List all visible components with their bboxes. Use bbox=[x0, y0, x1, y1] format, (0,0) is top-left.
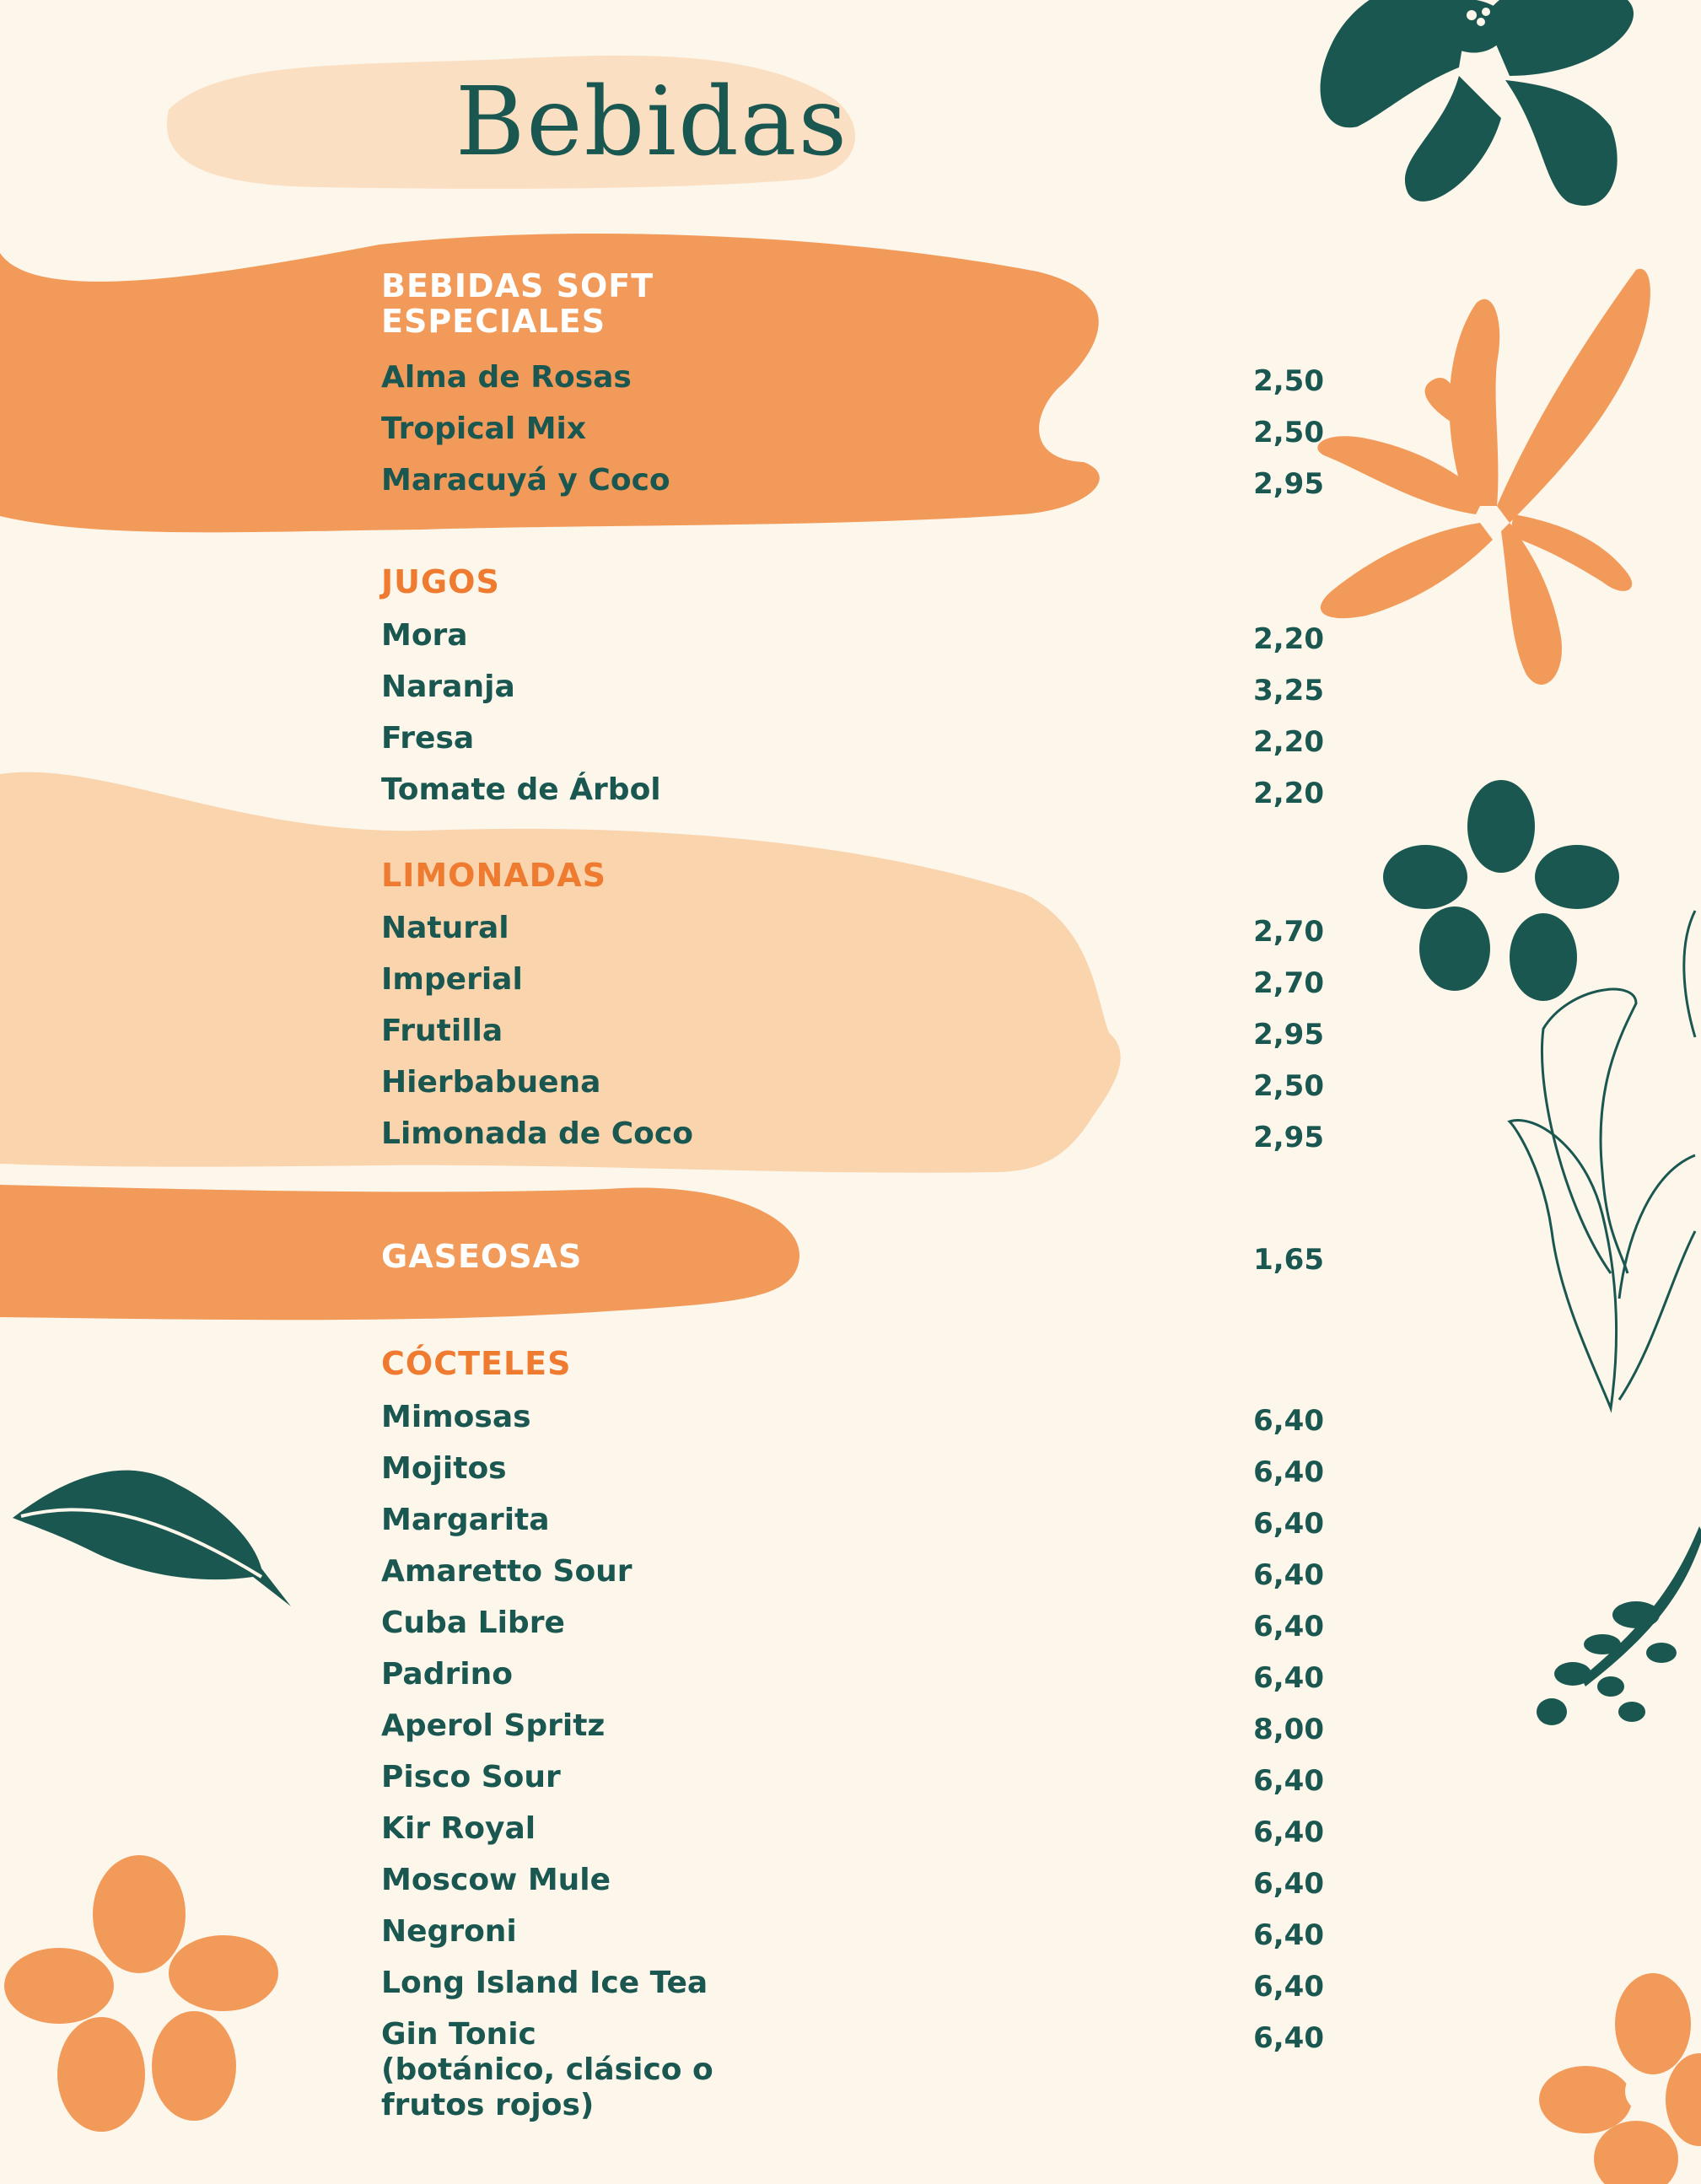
menu-item bbox=[381, 1400, 1324, 1447]
section-title-line: ESPECIALES bbox=[381, 303, 606, 340]
menu-item-name: Amaretto Sour bbox=[381, 1554, 632, 1589]
menu-item-price: 2,95 bbox=[1253, 1121, 1324, 1154]
menu-item-name: Tomate de Árbol bbox=[381, 772, 661, 807]
section-title-jugos: JUGOS bbox=[381, 563, 500, 600]
menu-item-price: 2,70 bbox=[1253, 915, 1324, 949]
menu-item-name: Pisco Sour bbox=[381, 1760, 561, 1794]
menu-item-name: Mojitos bbox=[381, 1451, 507, 1486]
menu-item-name: Moscow Mule bbox=[381, 1863, 611, 1897]
menu-item-name: Maracuyá y Coco bbox=[381, 463, 670, 498]
menu-item-price: 8,00 bbox=[1253, 1713, 1324, 1746]
menu-item-name bbox=[381, 2017, 713, 2123]
menu-item bbox=[381, 1014, 1324, 1061]
menu-item bbox=[381, 1554, 1324, 1601]
menu-item bbox=[381, 1966, 1324, 2013]
menu-item bbox=[381, 1708, 1324, 1756]
menu-item-price: 6,40 bbox=[1253, 2021, 1324, 2055]
menu-item bbox=[381, 1760, 1324, 1807]
menu-item-name: Frutilla bbox=[381, 1014, 503, 1048]
menu-item bbox=[381, 1451, 1324, 1498]
menu-item bbox=[381, 1116, 1324, 1164]
menu-item bbox=[381, 772, 1324, 820]
teal-leaf-icon bbox=[8, 1450, 295, 1611]
menu-item-name: Cuba Libre bbox=[381, 1606, 565, 1640]
menu-item-price: 6,40 bbox=[1253, 1816, 1324, 1849]
teal-berry-sprig-icon bbox=[1535, 1518, 1701, 1746]
menu-item-price: 6,40 bbox=[1253, 1455, 1324, 1489]
menu-item bbox=[381, 1863, 1324, 1910]
menu-item-price: 2,70 bbox=[1253, 966, 1324, 1000]
menu-item-price: 6,40 bbox=[1253, 1610, 1324, 1643]
menu-item bbox=[381, 2017, 1324, 2135]
menu-item-name-line: (botánico, clásico o bbox=[381, 2052, 713, 2087]
orange-leaf-flower-icon bbox=[1290, 253, 1653, 700]
menu-item-name-line: frutos rojos) bbox=[381, 2088, 595, 2122]
menu-item-price: 6,40 bbox=[1253, 1661, 1324, 1695]
menu-item bbox=[381, 412, 1324, 459]
menu-item-name: Mora bbox=[381, 618, 468, 653]
menu-item-name: Alma de Rosas bbox=[381, 360, 632, 395]
menu-item-name: Hierbabuena bbox=[381, 1065, 601, 1100]
menu-item-price: 3,25 bbox=[1253, 674, 1324, 707]
menu-item-price: 2,20 bbox=[1253, 725, 1324, 759]
orange-flower-icon bbox=[0, 1847, 287, 2142]
menu-item bbox=[381, 1914, 1324, 1961]
menu-item-price: 6,40 bbox=[1253, 1764, 1324, 1798]
menu-item bbox=[381, 911, 1324, 958]
menu-item-name-line: Gin Tonic bbox=[381, 2017, 536, 2052]
menu-item-price: 6,40 bbox=[1253, 1404, 1324, 1438]
menu-item-name: Margarita bbox=[381, 1503, 550, 1537]
menu-item-name: Natural bbox=[381, 911, 509, 945]
menu-item bbox=[381, 1606, 1324, 1653]
teal-flower-icon bbox=[1290, 0, 1644, 219]
menu-item-price: 2,95 bbox=[1253, 1018, 1324, 1052]
menu-item-price: 6,40 bbox=[1253, 1867, 1324, 1901]
menu-item-name: Tropical Mix bbox=[381, 412, 587, 446]
menu-item-price: 1,65 bbox=[1253, 1243, 1324, 1277]
menu-item bbox=[381, 360, 1324, 407]
section-title-bebidas-soft bbox=[381, 268, 654, 339]
menu-item bbox=[381, 618, 1324, 665]
menu-item-price: 6,40 bbox=[1253, 1558, 1324, 1592]
menu-item-price: 6,40 bbox=[1253, 1507, 1324, 1541]
outline-plant-icon bbox=[1501, 894, 1701, 1417]
section-title-line: BEBIDAS SOFT bbox=[381, 267, 654, 304]
menu-item-price: 2,20 bbox=[1253, 622, 1324, 656]
menu-item-name: Fresa bbox=[381, 721, 475, 756]
section-title-limonadas: LIMONADAS bbox=[381, 857, 607, 894]
section-title-gaseosas: GASEOSAS bbox=[381, 1238, 583, 1275]
menu-item-name: Imperial bbox=[381, 962, 523, 997]
menu-item bbox=[381, 721, 1324, 768]
menu-item bbox=[381, 1811, 1324, 1859]
menu-item-name: Long Island Ice Tea bbox=[381, 1966, 708, 2000]
menu-item-price: 2,50 bbox=[1253, 364, 1324, 398]
menu-item bbox=[381, 1065, 1324, 1112]
menu-item bbox=[381, 463, 1324, 510]
menu-item bbox=[381, 1657, 1324, 1704]
menu-item-name: Aperol Spritz bbox=[381, 1708, 606, 1743]
menu-item bbox=[381, 962, 1324, 1009]
gaseosas-row bbox=[381, 1239, 1324, 1286]
menu-item-price: 2,50 bbox=[1253, 416, 1324, 449]
menu-item-price: 6,40 bbox=[1253, 1918, 1324, 1952]
menu-item-price: 2,20 bbox=[1253, 777, 1324, 810]
menu-item-name: Naranja bbox=[381, 670, 515, 704]
menu-item-name: Kir Royal bbox=[381, 1811, 536, 1846]
menu-item bbox=[381, 1503, 1324, 1550]
section-title-cocteles: CÓCTELES bbox=[381, 1345, 572, 1382]
orange-flower-corner-icon bbox=[1535, 1973, 1701, 2184]
menu-item-name: Mimosas bbox=[381, 1400, 531, 1434]
menu-item-name: Negroni bbox=[381, 1914, 517, 1949]
menu-item-name: Padrino bbox=[381, 1657, 513, 1692]
menu-item-name: Limonada de Coco bbox=[381, 1116, 693, 1151]
menu-item bbox=[381, 670, 1324, 717]
menu-item-price: 2,50 bbox=[1253, 1069, 1324, 1103]
menu-item-price: 2,95 bbox=[1253, 467, 1324, 501]
menu-title: Bebidas bbox=[455, 67, 849, 177]
menu-item-price: 6,40 bbox=[1253, 1970, 1324, 2004]
